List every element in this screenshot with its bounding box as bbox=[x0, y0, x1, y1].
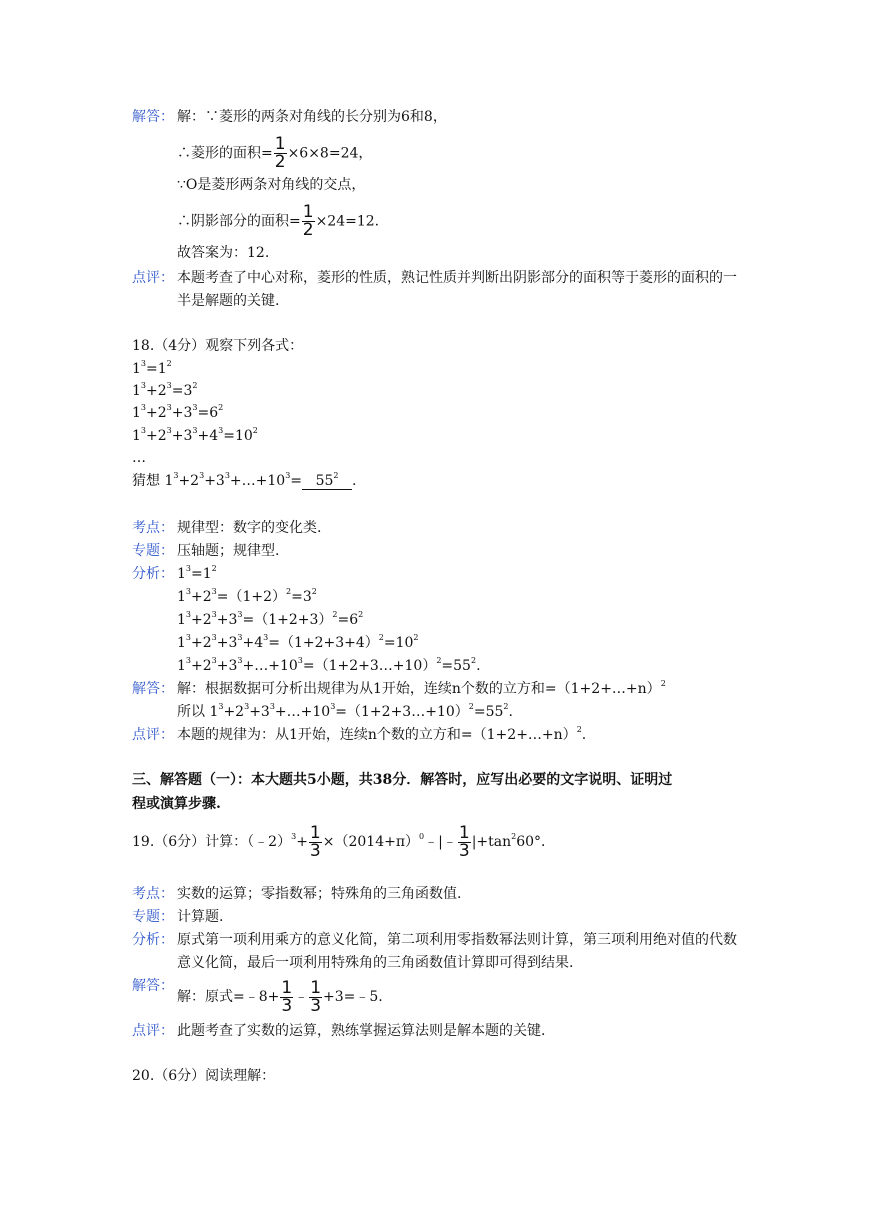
solution-line: 解：∵菱形的两条对角线的长分别为6和8， bbox=[177, 109, 447, 125]
comment-label: 点评： bbox=[132, 727, 174, 743]
topic-label: 专题： bbox=[132, 543, 174, 559]
comment-text: 本题的规律为：从1开始，连续n个数的立方和=（1+2+…+n）$^2$. bbox=[177, 725, 587, 743]
fraction-one-half: $\frac{1}{2}$ bbox=[274, 134, 286, 172]
formula-line: $1^3+2^3+3^3=6^2$ bbox=[132, 403, 224, 421]
answer-label: 解答： bbox=[132, 681, 174, 697]
question-18-title: 18.（4分）观察下列各式： bbox=[132, 338, 304, 354]
analysis-text: 意义化简，最后一项利用特殊角的三角函数值计算即可得到结果. bbox=[177, 955, 574, 971]
solution-line: ∴菱形的面积= $\frac{1}{2}$ ×6×8=24， bbox=[177, 134, 373, 172]
guess-line: 猜想 $1^3+2^3+3^3+\dots+10^3= 55^2$ . bbox=[132, 471, 357, 489]
point-label: 考点： bbox=[132, 886, 174, 902]
section-heading: 程或演算步骤. bbox=[132, 796, 221, 812]
point-text: 实数的运算；零指数幂；特殊角的三角函数值. bbox=[177, 886, 462, 902]
section-heading: 三、解答题（一）：本大题共5小题，共38分．解答时，应写出必要的文字说明、证明过 bbox=[132, 772, 673, 788]
formula-line: $1^3+2^3=3^2$ bbox=[132, 381, 198, 399]
analysis-label: 分析： bbox=[132, 566, 174, 582]
question-19-title: 19.（6分）计算：（﹣2）$^3$+ $\frac{1}{3}$ $\times(2014+\pi)^0﹣|﹣$ $\frac{1}{3}$ $|+\tan^260^\circ$． bbox=[132, 822, 556, 861]
comment-text: 半是解题的关键. bbox=[177, 293, 280, 309]
formula-line: $1^3=1^2$ bbox=[132, 359, 172, 377]
analysis-label: 分析： bbox=[132, 932, 174, 948]
comment-text: 此题考查了实数的运算，熟练掌握运算法则是解本题的关键. bbox=[177, 1023, 546, 1039]
solution-line: ∴阴影部分的面积= $\frac{1}{2}$ ×24=12. bbox=[177, 202, 380, 240]
comment-label: 点评： bbox=[132, 1023, 174, 1039]
fraction-one-half: $\frac{1}{2}$ bbox=[302, 202, 314, 240]
analysis-line: $1^3=1^2$ bbox=[177, 564, 217, 582]
answer-line: 解：根据数据可分析出规律为从1开始，连续n个数的立方和=（1+2+…+n）$^2$ bbox=[177, 679, 666, 697]
answer-label: 解答： bbox=[132, 978, 174, 994]
answer-line: 所以 $1^3+2^3+3^3+\dots+10^3=(1+2+3\dots+10)^2=55^2$. bbox=[177, 702, 513, 720]
analysis-text: 原式第一项利用乘方的意义化简，第二项利用零指数幂法则计算，第三项利用绝对值的代数 bbox=[177, 932, 737, 948]
fraction-one-third: $\frac{1}{3}$ bbox=[458, 822, 470, 861]
analysis-line: $1^3+2^3+3^3+\dots+10^3=(1+2+3\dots+10)^2=55^2$. bbox=[177, 656, 481, 674]
fraction-one-third: $\frac{1}{3}$ bbox=[281, 977, 293, 1016]
topic-text: 压轴题；规律型. bbox=[177, 543, 280, 559]
analysis-line: $1^3+2^3+3^3=(1+2+3)^2=6^2$ bbox=[177, 610, 364, 628]
analysis-line: $1^3+2^3=(1+2)^2=3^2$ bbox=[177, 587, 317, 605]
answer-blank: $55^2$ bbox=[302, 473, 352, 490]
formula-line: $1^3+2^3+3^3+4^3=10^2$ bbox=[132, 426, 258, 444]
analysis-line: $1^3+2^3+3^3+4^3=(1+2+3+4)^2=10^2$ bbox=[177, 633, 419, 651]
fraction-one-third: $\frac{1}{3}$ bbox=[310, 977, 322, 1016]
point-text: 规律型：数字的变化类. bbox=[177, 520, 322, 536]
question-20-title: 20.（6分）阅读理解： bbox=[132, 1068, 276, 1084]
comment-label: 点评： bbox=[132, 270, 174, 286]
ellipsis: … bbox=[132, 450, 146, 466]
answer-label: 解答： bbox=[132, 109, 174, 125]
point-label: 考点： bbox=[132, 520, 174, 536]
comment-text: 本题考查了中心对称，菱形的性质，熟记性质并判断出阴影部分的面积等于菱形的面积的一 bbox=[177, 270, 737, 286]
solution-line: ∵O是菱形两条对角线的交点， bbox=[177, 177, 366, 193]
topic-label: 专题： bbox=[132, 909, 174, 925]
topic-text: 计算题. bbox=[177, 909, 224, 925]
solution-line: 故答案为：12. bbox=[177, 245, 270, 261]
answer-line: 解：原式=﹣8+ $\frac{1}{3}$ ﹣ $\frac{1}{3}$ +3=﹣5. bbox=[177, 977, 383, 1016]
fraction-one-third: $\frac{1}{3}$ bbox=[309, 822, 321, 861]
